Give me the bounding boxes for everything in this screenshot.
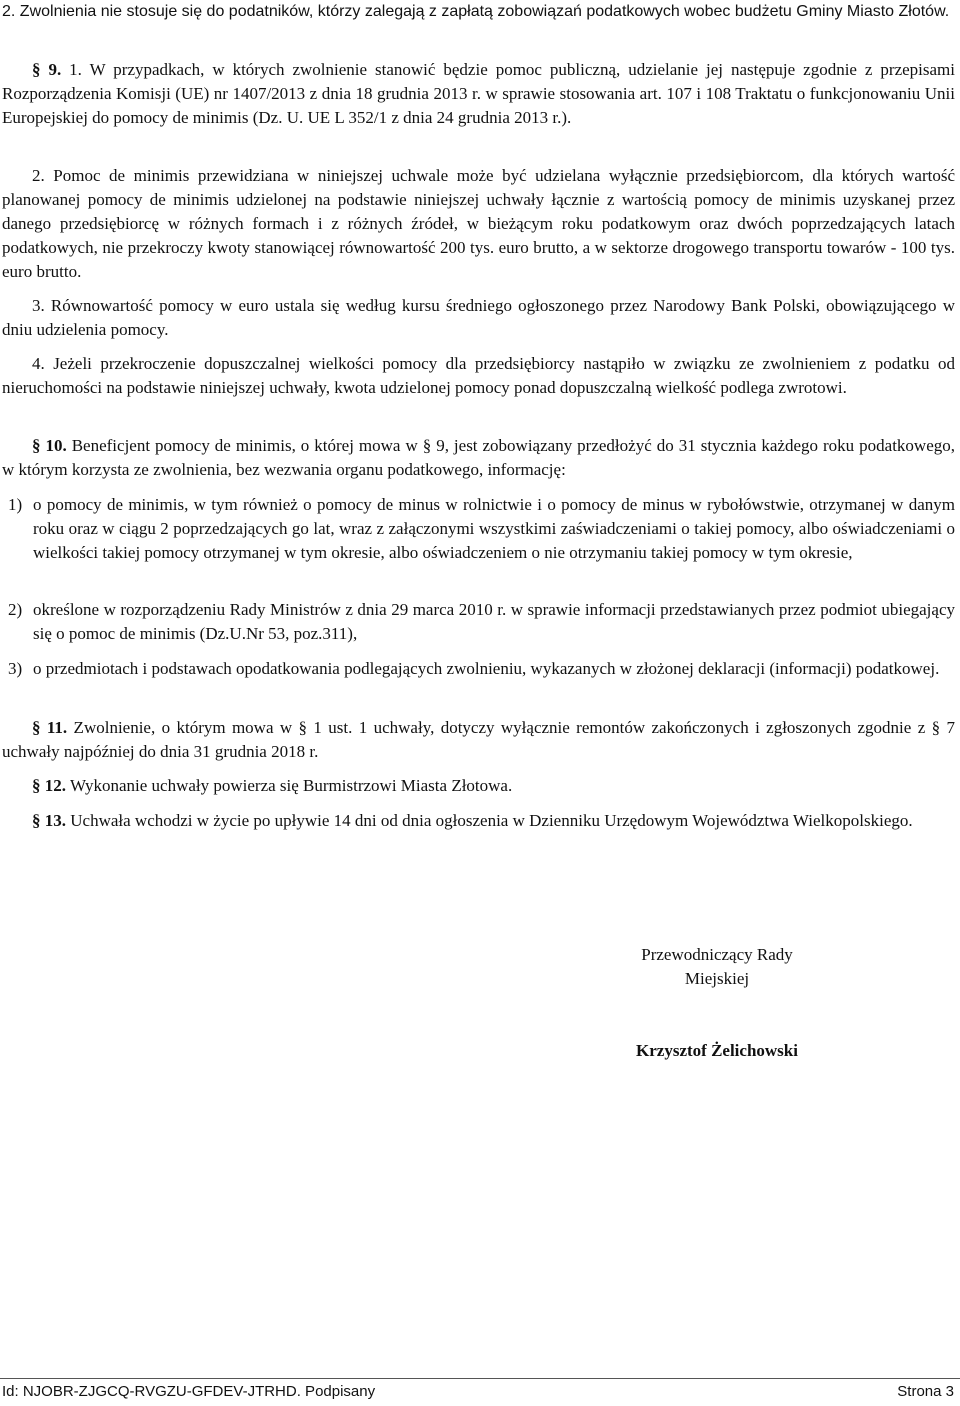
paragraph-2-exemption: 2. Zwolnienia nie stosuje się do podatników, którzy zalegają z zapłatą zobowiązań podatkowych wobec budżetu Gminy Miasto Złotów. <box>2 3 950 20</box>
list-item-text: o przedmiotach i podstawach opodatkowania podlegających zwolnieniu, wykazanych w złożonej deklaracji (informacji) podatkowej. <box>33 659 940 678</box>
section-number: § 12. <box>32 776 66 795</box>
paragraph-text: Beneficjent pomocy de minimis, o której mowa w § 9, jest zobowiązany przedłożyć do 31 stycznia każdego roku podatkowego, w którym korzysta ze zwolnienia, bez wezwania organu podatkowego, informację: <box>2 436 955 479</box>
list-item-number: 2) <box>8 600 23 619</box>
paragraph-s9-4: 4. Jeżeli przekroczenie dopuszczalnej wielkości pomocy dla przedsiębiorcy nastąpiło w związku ze zwolnieniem z podatku od nieruchomości na podstawie niniejszej uchwały, kwota udzielonej pomocy ponad dopuszczalną wielkość podlega zwrotowi. <box>2 354 955 397</box>
paragraph-s10 <box>2 434 955 482</box>
list-item-text: o pomocy de minimis, w tym również o pomocy de minus w rolnictwie i o pomocy de minus w rybołówstwie, otrzymanej w danym roku oraz w ciągu 2 poprzedzających go lat, wraz z załączonymi wszystkimi zaświadczeniami o takiej pomocy, albo oświadczeniami o wielkości takiej pomocy otrzymanej w tym okresie, albo oświadczeniem o nie otrzymaniu takiej pomocy w tym okresie, <box>33 495 955 562</box>
list-item-2 <box>8 598 955 646</box>
paragraph-text: Zwolnienie, o którym mowa w § 1 ust. 1 uchwały, dotyczy wyłącznie remontów zakończonych i zgłoszonych zgodnie z § 7 uchwały najpóźniej do dnia 31 grudnia 2018 r. <box>2 718 955 761</box>
paragraph-s11 <box>2 716 955 764</box>
paragraph-s9-1 <box>2 58 955 130</box>
signature-title-line-1: Przewodniczący Rady <box>641 945 793 964</box>
list-item-text: określone w rozporządzeniu Rady Ministrów z dnia 29 marca 2010 r. w sprawie informacji przedstawianych przez podmiot ubiegający się o pomoc de minimis (Dz.U.Nr 53, poz.311), <box>33 600 955 643</box>
list-item-1 <box>8 493 955 565</box>
section-number: § 10. <box>32 436 67 455</box>
signature-title-line-2: Miejskiej <box>684 969 750 988</box>
list-item-number: 3) <box>8 659 23 678</box>
paragraph-s9-2: 2. Pomoc de minimis przewidziana w niniejszej uchwale może być udzielana wyłącznie przedsiębiorcom, dla których wartość planowanej pomocy de minimis udzielonej na podstawie niniejszej uchwały łącznie z wartością pomocy de minimis uzyskanej przez danego przedsiębiorcę w różnych formach i z różnych źródeł, w bieżącym roku podatkowym oraz dwóch poprzedzających latach podatkowych, nie przekroczy kwoty stanowiącej równowartość 200 tys. euro brutto, a w sektorze drogowego transportu towarów - 100 tys. euro brutto. <box>2 166 955 281</box>
footer-divider <box>0 1378 960 1379</box>
footer-document-id: Id: NJOBR-ZJGCQ-RVGZU-GFDEV-JTRHD. Podpisany <box>2 1383 376 1400</box>
paragraph-s13 <box>2 809 955 833</box>
paragraph-text: Wykonanie uchwały powierza się Burmistrzowi Miasta Złotowa. <box>66 776 513 795</box>
section-number: § 11. <box>32 718 68 737</box>
list-item-3 <box>8 657 955 681</box>
footer-page-number: Strona 3 <box>897 1383 954 1400</box>
signature-title <box>600 943 834 991</box>
paragraph-s9-3: 3. Równowartość pomocy w euro ustala się według kursu średniego ogłoszonego przez Narodowy Bank Polski, obowiązującego w dniu udzielenia pomocy. <box>2 296 955 339</box>
list-item-number: 1) <box>8 495 23 514</box>
signatory-name: Krzysztof Żelichowski <box>636 1041 798 1060</box>
paragraph-text: Uchwała wchodzi w życie po upływie 14 dni od dnia ogłoszenia w Dzienniku Urzędowym Województwa Wielkopolskiego. <box>66 811 913 830</box>
paragraph-s12 <box>2 774 955 798</box>
paragraph-text: 1. W przypadkach, w których zwolnienie stanowić będzie pomoc publiczną, udzielanie jej następuje zgodnie z przepisami Rozporządzenia Komisji (UE) nr 1407/2013 z dnia 18 grudnia 2013 r. w sprawie stosowania art. 107 i 108 Traktatu o funkcjonowaniu Unii Europejskiej do pomocy de minimis (Dz. U. UE L 352/1 z dnia 24 grudnia 2013 r.). <box>2 60 956 127</box>
section-number: § 9. <box>32 60 62 79</box>
section-number: § 13. <box>32 811 66 830</box>
